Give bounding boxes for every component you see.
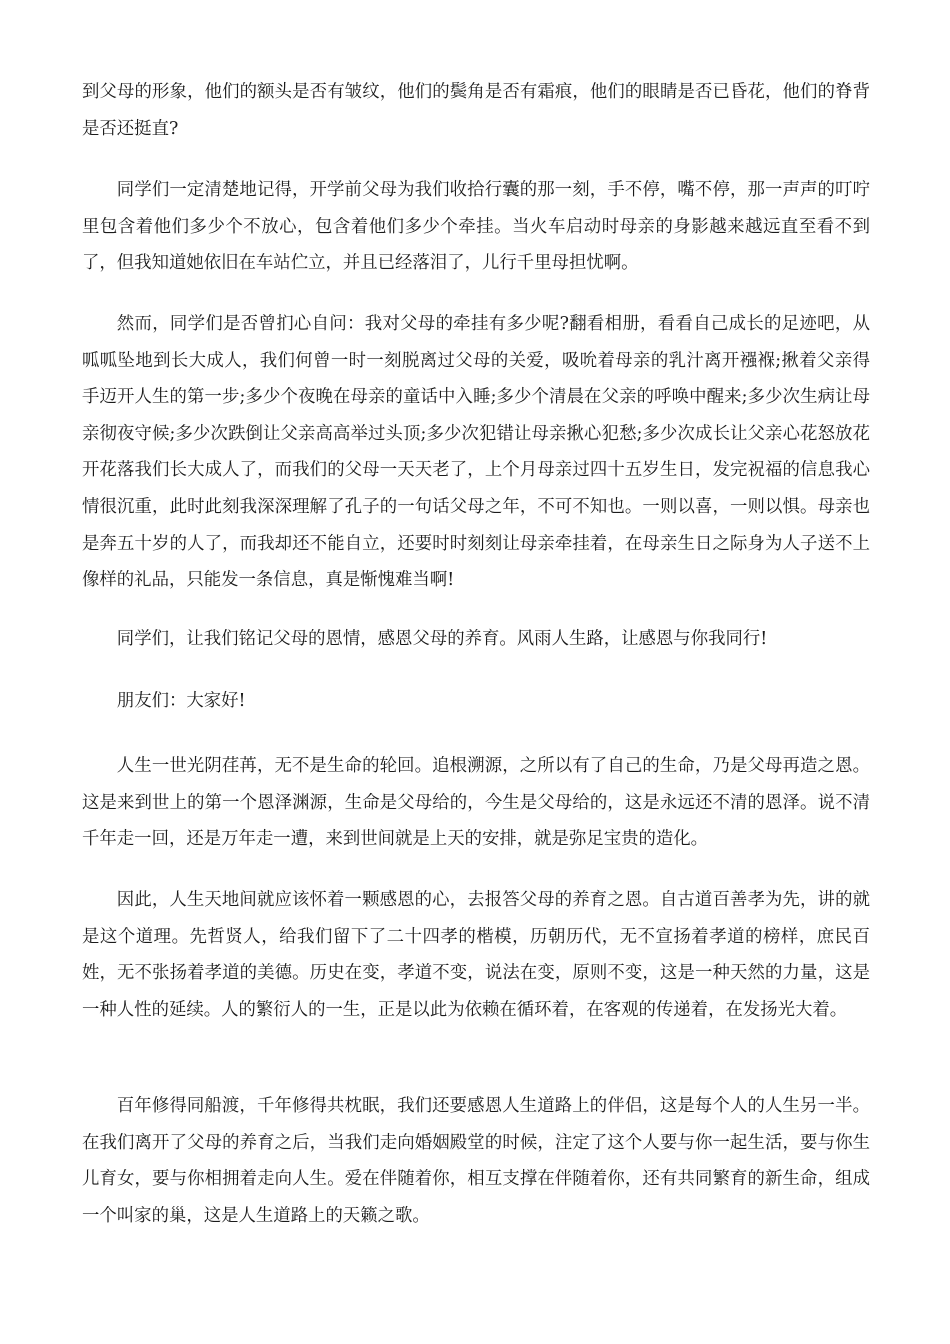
paragraph: 因此，人生天地间就应该怀着一颗感恩的心，去报答父母的养育之恩。自古道百善孝为先，讲的就是这个道理。先哲贤人，给我们留下了二十四孝的楷模，历朝历代，无不宣扬着孝道的榜样，庶民百姓，无不张扬着孝道的美德。历史在变，孝道不变，说法在变，原则不变，这是一种天然的力量，这是一种人性的延续。人的繁衍人的一生，正是以此为依赖在循环着，在客观的传递着，在发扬光大着。 bbox=[82, 890, 870, 1020]
paragraph-greeting bbox=[82, 683, 870, 720]
paragraph-self-reflection bbox=[82, 306, 870, 599]
paragraph-filial-piety bbox=[82, 882, 870, 1028]
paragraph: 同学们一定清楚地记得，开学前父母为我们收拾行囊的那一刻，手不停，嘴不停，那一声声的叮咛里包含着他们多少个不放心，包含着他们多少个牵挂。当火车启动时母亲的身影越来越远直至看不到了，但我知道她依旧在车站伫立，并且已经落泪了，儿行千里母担忧啊。 bbox=[82, 180, 870, 274]
paragraph-life-origin bbox=[82, 748, 870, 858]
paragraph: 然而，同学们是否曾扪心自问：我对父母的牵挂有多少呢?翻看相册，看看自己成长的足迹吧，从呱呱坠地到长大成人，我们何曾一时一刻脱离过父母的关爱，吸吮着母亲的乳汁离开襁褓;揪着父亲得手迈开人生的第一步;多少个夜晚在母亲的童话中入睡;多少个清晨在父亲的呼唤中醒来;多少次生病让母亲彻夜守候;多少次跌倒让父亲高高举过头顶;多少次犯错让母亲揪心犯愁;多少次成长让父亲心花怒放花开花落我们长大成人了，而我们的父母一天天老了，上个月母亲过四十五岁生日，发完祝福的信息我心情很沉重，此时此刻我深深理解了孔子的一句话父母之年，不可不知也。一则以喜，一则以惧。母亲也是奔五十岁的人了，而我却还不能自立，还要时时刻刻让母亲牵挂着，在母亲生日之际身为人子送不上像样的礼品，只能发一条信息，真是惭愧难当啊! bbox=[82, 314, 870, 591]
paragraph: 百年修得同船渡，千年修得共枕眠，我们还要感恩人生道路上的伴侣，这是每个人的人生另一半。在我们离开了父母的养育之后，当我们走向婚姻殿堂的时候，注定了这个人要与你一起生活，要与你生儿育女，要与你相拥着走向人生。爱在伴随着你，相互支撑在伴随着你，还有共同繁育的新生命，组成一个叫家的巢，这是人生道路上的天籁之歌。 bbox=[82, 1096, 870, 1226]
paragraph-continuation bbox=[82, 74, 870, 147]
paragraph: 同学们，让我们铭记父母的恩情，感恩父母的养育。风雨人生路，让感恩与你我同行! bbox=[116, 629, 768, 649]
paragraph: 到父母的形象，他们的额头是否有皱纹，他们的鬓角是否有霜痕，他们的眼睛是否已昏花，他们的脊背是否还挺直? bbox=[82, 82, 870, 139]
paragraph: 人生一世光阴荏苒，无不是生命的轮回。追根溯源，之所以有了自己的生命，乃是父母再造之恩。这是来到世上的第一个恩泽渊源，生命是父母给的，今生是父母给的，这是永远还不清的恩泽。说不清千年走一回，还是万年走一遭，来到世间就是上天的安排，就是弥足宝贵的造化。 bbox=[82, 756, 870, 850]
paragraph: 朋友们：大家好! bbox=[116, 691, 246, 711]
paragraph-life-partner bbox=[82, 1088, 870, 1234]
paragraph-closing-call bbox=[82, 621, 870, 658]
paragraph-departure-memory bbox=[82, 172, 870, 282]
